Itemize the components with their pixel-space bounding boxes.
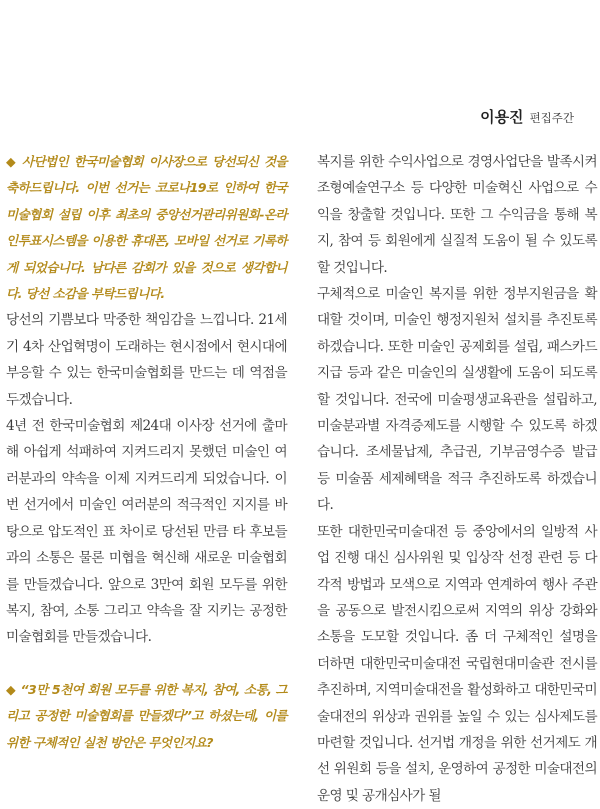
right-column [317,149,597,809]
section-gap [6,651,287,677]
answer-1-paragraph-1: 당선의 기쁨보다 막중한 책임감을 느낍니다. 21세기 4차 산업혁명이 도래하는 현시점에서 현시대에 부응할 수 있는 한국미술협회를 만드는 데 역점을 두겠습니다. [6,312,287,408]
diamond-bullet-icon: ◆ [6,154,17,169]
answer-2-paragraph-3: 또한 대한민국미술대전 등 중앙에서의 일방적 사업 진행 대신 심사위원 및 입상작 선정 관련 등 다각적 방법과 모색으로 지역과 연계하여 행사 주관을 공동으로 발전시킴으로써 지역의 위상 강화와 소통을 도모할 것입니다. 좀 더 구체적인 설명을 더하면 대한민국미술대전 국립현대미술관 전시를 추진하며, 지역미술대전을 활성화하고 대한민국미술대전의 위상과 권위를 높일 수 있는 심사제도를 마련할 것입니다. 선거법 개정을 위한 선거제도 개선 위원회 등을 설치, 운영하여 공정한 미술대전의 운영 및 공개심사가 될 [317,523,597,804]
answer-2-paragraph-2: 구체적으로 미술인 복지를 위한 정부지원금을 확대할 것이며, 미술인 행정지원처 설치를 추진토록 하겠습니다. 또한 미술인 공제회를 설립, 패스카드 지급 등과 같은 미술인의 실생활에 도움이 되도록 할 것입니다. 전국에 미술평생교육관을 설립하고, 미술분과별 자격증제도를 시행할 수 있도록 하겠습니다. 조세물납제, 추급권, 기부금영수증 발급 등 미술품 세제혜택을 적극 추진하도록 하겠습니다. [317,286,597,514]
left-column [6,149,287,756]
author-name: 이용진 [480,108,524,126]
question-2 [6,677,287,756]
question-1-text: 사단법인 한국미술협회 이사장으로 당선되신 것을 축하드립니다. 이번 선거는 코로나19로 인하여 한국미술협회 설립 이후 최초의 중앙선거관리위원회-온라인투표시스템을 이용한 휴대폰, 모바일 선거로 기록하게 되었습니다. 남다른 감회가 있을 것으로 생각합니다. 당선 소감을 부탁드립니다. [6,154,288,302]
answer-2-paragraph-1: 복지를 위한 수익사업으로 경영사업단을 발족시켜 조형예술연구소 등 다양한 미술혁신 사업으로 수익을 창출할 것입니다. 또한 그 수익금을 통해 복지, 참여 등 회원에게 실질적 도움이 될 수 있도록 할 것입니다. [317,154,597,276]
diamond-bullet-icon: ◆ [6,681,16,697]
answer-1-paragraph-2: 4년 전 한국미술협회 제24대 이사장 선거에 출마해 아쉽게 석패하여 지켜드리지 못했던 미술인 여러분과의 약속을 이제 지켜드리게 되었습니다. 이번 선거에서 미술인 여러분의 적극적인 지지를 바탕으로 압도적인 표 차이로 당선된 만큼 타 후보들과의 소통은 물론 미협을 혁신해 새로운 미술협회를 만들겠습니다. 앞으로 3만여 회원 모두를 위한 복지, 참여, 소통 그리고 약속을 잘 지키는 공정한 미술협회를 만들겠습니다. [6,418,287,646]
question-2-text: “3만 5천여 회원 모두를 위한 복지, 참여, 소통, 그리고 공정한 미술협회를 만들겠다”고 하셨는데, 이를 위한 구체적인 실천 방안은 무엇인지요? [6,681,288,750]
author-role: 편집주간 [529,111,574,125]
byline [480,106,574,127]
question-1 [6,149,287,307]
